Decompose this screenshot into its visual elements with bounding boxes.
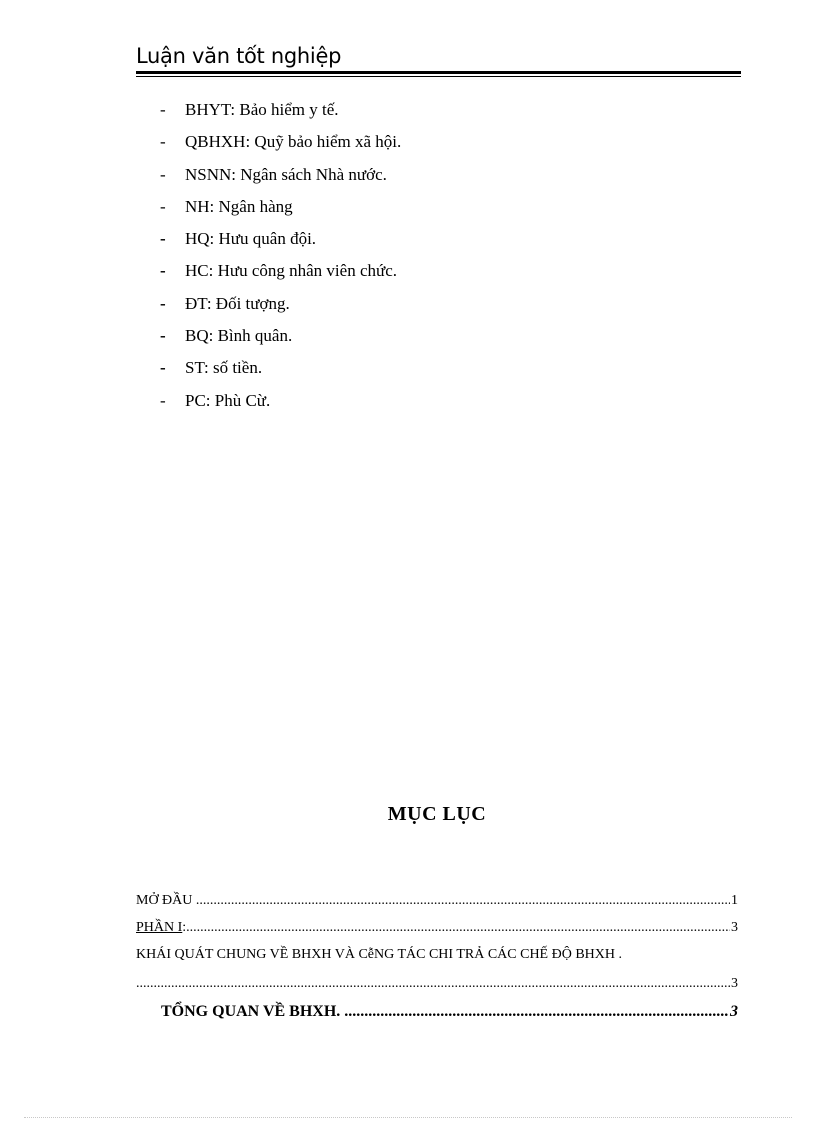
toc-entry-khai-quat[interactable]	[136, 947, 738, 963]
abbreviation-item	[160, 193, 401, 225]
toc-entry-mo-dau[interactable]	[136, 893, 738, 909]
abbreviation-text: QBHXH: Quỹ bảo hiểm xã hội.	[185, 132, 402, 152]
abbreviation-item	[160, 257, 401, 289]
toc-page-number: 1	[731, 893, 738, 908]
list-dash: -	[160, 326, 166, 346]
abbreviation-item	[160, 354, 401, 386]
abbreviation-text: ST: số tiền.	[185, 358, 263, 378]
abbreviation-text: NSNN: Ngân sách Nhà nước.	[185, 164, 387, 184]
toc-title: MỤC LỤC	[387, 803, 487, 825]
list-dash: -	[160, 164, 166, 184]
abbreviation-item	[160, 96, 401, 128]
toc-page-number: 3	[731, 976, 738, 991]
abbreviation-text: HC: Hưu công nhân viên chức.	[185, 261, 397, 281]
list-dash: -	[160, 293, 166, 313]
toc-leader-dots	[344, 1003, 729, 1021]
abbreviation-text: ĐT: Đối tượng.	[185, 293, 290, 313]
toc-leader-dots	[196, 893, 730, 909]
abbreviation-item	[160, 161, 401, 193]
toc-page-number: 3	[731, 920, 738, 935]
list-dash: -	[160, 229, 166, 249]
list-dash: -	[160, 261, 166, 281]
abbreviation-item	[160, 290, 401, 322]
abbreviation-item	[160, 387, 401, 419]
abbreviation-item	[160, 128, 401, 160]
toc-entry-tong-quan[interactable]	[161, 1003, 738, 1021]
toc-leader-dots	[186, 920, 730, 936]
list-dash: -	[160, 390, 166, 410]
abbreviation-list	[160, 96, 401, 419]
toc-entry-phan-1[interactable]	[136, 920, 738, 936]
list-dash: -	[160, 132, 166, 152]
toc-leader-dots	[136, 976, 730, 992]
abbreviation-item	[160, 225, 401, 257]
abbreviation-item	[160, 322, 401, 354]
abbreviation-text: NH: Ngân hàng	[185, 196, 293, 216]
toc-entry-label: MỞ ĐẦU	[136, 893, 193, 908]
toc-entry-label: PHẦN I	[136, 920, 183, 935]
abbreviation-text: PC: Phù Cừ.	[185, 390, 271, 410]
toc-entry-label: TỔNG QUAN VỀ BHXH.	[161, 1003, 341, 1020]
toc-page-number: 3	[730, 1003, 738, 1020]
abbreviation-text: BQ: Bình quân.	[185, 326, 293, 346]
abbreviation-text: BHYT: Bảo hiểm y tế.	[185, 100, 339, 119]
list-dash: -	[160, 358, 166, 378]
header-rule-thick	[136, 71, 741, 74]
list-dash: -	[160, 196, 166, 216]
abbreviation-text: HQ: Hưu quân đội.	[185, 229, 317, 249]
list-dash: -	[160, 100, 166, 119]
toc-entry-suffix: :	[182, 920, 187, 935]
header-rule-thin	[136, 76, 741, 77]
toc-entry-khai-quat-continuation[interactable]	[136, 976, 738, 992]
page-bottom-dotted-border	[24, 1117, 792, 1118]
toc-entry-label: KHÁI QUÁT CHUNG VỀ BHXH VÀ CễNG TÁC CHI TRẢ CÁC CHẾ ĐỘ BHXH .	[136, 947, 623, 962]
page-header-title: Luận văn tốt nghiệp	[136, 44, 342, 68]
